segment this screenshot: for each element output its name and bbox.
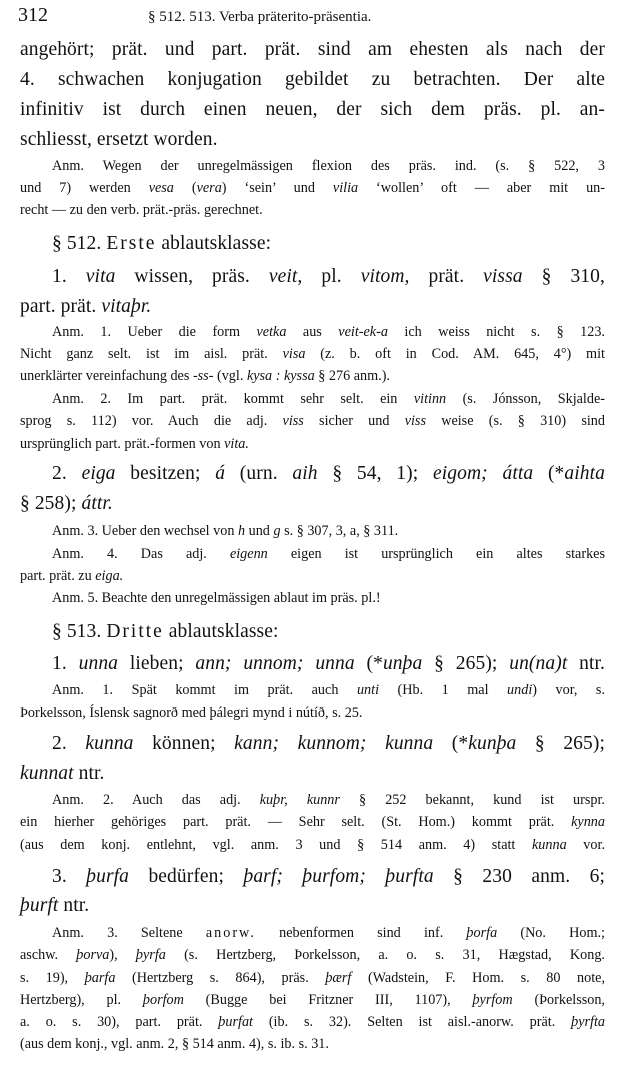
italic-term: g [273, 523, 281, 539]
italic-term: veit-ek-a [338, 324, 388, 340]
text-run: aus [286, 324, 339, 340]
text-run: (aus dem konj. entlehnt, vgl. anm. 3 und § 514 anm. 4) statt [20, 837, 532, 853]
text-line-a1a [52, 324, 605, 341]
italic-term: undi [507, 682, 533, 698]
text-run: (No. Hom.; [497, 925, 605, 941]
text-run: § 265); [422, 653, 510, 674]
italic-term: eigenn [229, 546, 268, 562]
italic-term: viss [282, 413, 304, 429]
text-line-b3f [20, 1036, 605, 1053]
text-run: Anm. 3. Ueber den wechsel von [52, 523, 238, 539]
text-run: sicher und [303, 413, 405, 429]
italic-term: á [215, 463, 226, 484]
text-run: Anm. 3. Seltene [52, 925, 206, 941]
text-run: ) ‘sein’ und [221, 180, 333, 196]
italic-term: vitinn [413, 391, 447, 407]
text-line-a0c [20, 202, 605, 219]
text-run: Nicht ganz selt. ist im aisl. prät. [20, 346, 283, 362]
italic-term: þorva [76, 947, 110, 963]
italic-term: vera [196, 180, 222, 196]
italic-term: vita. [224, 436, 249, 452]
italic-term: vesa [148, 180, 174, 196]
italic-term: þurfat [218, 1014, 253, 1030]
text-run: ‘wollen’ oft — aber mit un- [358, 180, 605, 196]
italic-term: þorfa [466, 925, 498, 941]
italic-term: áttr. [81, 493, 113, 514]
text-line-b2c [20, 837, 605, 854]
text-run: § 258); [20, 493, 82, 514]
italic-term: kunna [385, 733, 434, 754]
text-line-b1a [52, 682, 605, 699]
text-line-t1 [52, 653, 605, 675]
text-run: Anm. 1. Ueber die form [52, 324, 257, 340]
text-run [367, 733, 386, 754]
text-line-t2a [52, 733, 605, 755]
text-run [366, 866, 385, 887]
text-line-a5 [52, 590, 605, 607]
text-run: weise (s. § 310) sind [425, 413, 605, 429]
text-line-b3c [20, 970, 605, 987]
text-line-a4a [52, 546, 605, 563]
text-run: (s. Jónsson, Skjalde- [446, 391, 605, 407]
text-run: eigen ist ursprünglich ein altes starkes [267, 546, 605, 562]
text-run: § 513. [52, 621, 107, 642]
text-run: (* [533, 463, 565, 484]
text-run: (Bugge bei Fritzner III, 1107), [183, 992, 473, 1008]
text-line-b1b [20, 705, 605, 722]
italic-term: unna [78, 653, 119, 674]
text-run: (s. Hertzberg, Þorkelsson, a. o. s. 31, Hægstad, Kong. [165, 947, 605, 963]
text-run: s. 19), [20, 970, 85, 986]
text-run: (* [433, 733, 469, 754]
text-run: (vgl. [213, 368, 247, 384]
italic-term: þorfom [142, 992, 184, 1008]
italic-term: vitom, [360, 266, 410, 287]
text-line-a3 [52, 523, 605, 540]
text-run: Anm. Wegen der unregelmässigen flexion des präs. ind. (s. § 522, 3 [52, 158, 605, 174]
text-run [279, 733, 298, 754]
text-run: § 265); [516, 733, 605, 754]
text-run: 4. schwachen konjugation gebildet zu betrachten. Der alte [20, 69, 605, 90]
text-run: s. § 307, 3, a, § 311. [280, 523, 399, 539]
text-run: Anm. 2. Im part. prät. kommt sehr selt. ein [52, 391, 414, 407]
text-line-b2b [20, 814, 605, 831]
text-line-a1b [20, 346, 605, 363]
italic-term: unþa [382, 653, 423, 674]
text-line-a2c [20, 436, 605, 453]
italic-term: kuþr, kunnr [259, 792, 340, 808]
text-run: unerklärter vereinfachung des [20, 368, 193, 384]
text-run: (urn. [225, 463, 293, 484]
text-run: ablautsklasse: [156, 233, 272, 254]
text-run: § 512. [52, 233, 107, 254]
text-run: 1. [52, 266, 86, 287]
text-run: bedürfen; [129, 866, 244, 887]
text-run: ), [109, 947, 136, 963]
italic-term: vitaþr. [101, 296, 152, 317]
text-run: besitzen; [115, 463, 216, 484]
text-run: anorw. [205, 925, 256, 941]
italic-term: aihta [564, 463, 605, 484]
text-line-p3 [20, 99, 605, 121]
italic-term: h [237, 523, 246, 539]
text-run: Erste [106, 233, 157, 254]
text-line-s1a [52, 266, 605, 288]
text-line-p4 [20, 129, 605, 151]
text-run: Anm. 5. Beachte den unregelmässigen ablaut im präs. pl.! [52, 590, 381, 606]
text-run: schliesst, ersetzt worden. [20, 129, 218, 150]
text-run: wissen, präs. [115, 266, 269, 287]
text-run: (Hb. 1 mal [379, 682, 508, 698]
italic-term: þurfa [86, 866, 130, 887]
text-run: aschw. [20, 947, 77, 963]
text-run: Dritte [106, 621, 164, 642]
italic-term: eiga [81, 463, 116, 484]
text-line-a0b [20, 180, 605, 197]
text-line-t3b [20, 895, 605, 917]
text-run: 2. [52, 733, 86, 754]
text-run: lieben; [118, 653, 196, 674]
text-run: 3. [52, 866, 87, 887]
italic-term: unna [315, 653, 355, 674]
italic-term: þærf [325, 970, 352, 986]
text-run: ntr. [58, 895, 90, 916]
italic-term: þyrfta [571, 1014, 605, 1030]
italic-term: -ss- [192, 368, 214, 384]
text-run: recht — zu den verb. prät.-präs. gerechnet. [20, 202, 263, 218]
text-run: § 230 anm. 6; [433, 866, 605, 887]
italic-term: þurfta [385, 866, 434, 887]
italic-term: kunna [85, 733, 134, 754]
italic-term: kann; [234, 733, 280, 754]
text-run: 1. [52, 653, 79, 674]
text-run: part. prät. zu [20, 568, 96, 584]
text-line-b2a [52, 792, 605, 809]
text-run: ) vor, s. [532, 682, 605, 698]
italic-term: þarfa [84, 970, 116, 986]
text-line-a4b [20, 568, 605, 585]
italic-term: þarf; [243, 866, 283, 887]
text-run: und [245, 523, 274, 539]
text-run: nebenformen sind inf. [255, 925, 467, 941]
text-line-p2 [20, 69, 605, 91]
italic-term: kysa : kyssa [246, 368, 315, 384]
italic-term: þurfom; [302, 866, 366, 887]
text-run: (aus dem konj., vgl. anm. 2, § 514 anm. 4), s. ib. s. 31. [20, 1036, 329, 1052]
text-run: pl. [302, 266, 361, 287]
text-run: ursprünglich part. prät.-formen von [20, 436, 225, 452]
italic-term: eigom; [433, 463, 488, 484]
text-run: § 54, 1); [317, 463, 433, 484]
text-line-a0a [52, 158, 605, 175]
text-run [232, 653, 244, 674]
italic-term: átta [502, 463, 534, 484]
text-run: Anm. 1. Spät kommt im prät. auch [52, 682, 357, 698]
text-line-h512 [52, 233, 605, 255]
italic-term: unnom; [243, 653, 304, 674]
italic-term: viss [404, 413, 426, 429]
italic-term: veit, [268, 266, 303, 287]
text-run: können; [133, 733, 235, 754]
text-line-b3e [20, 1014, 605, 1031]
text-run: (Wadstein, F. Hom. s. 80 note, [351, 970, 605, 986]
text-run: und 7) werden [20, 180, 149, 196]
italic-term: kunþa [468, 733, 517, 754]
text-run: § 276 anm.). [314, 368, 390, 384]
text-line-t2b [20, 763, 605, 785]
text-run: prät. [409, 266, 484, 287]
italic-term: þyrfa [135, 947, 166, 963]
italic-term: visa [282, 346, 306, 362]
text-line-b3b [20, 947, 605, 964]
text-run: § 252 bekannt, kund ist urspr. [339, 792, 605, 808]
running-title: § 512. 513. Verba präterito-präsentia. [148, 9, 372, 25]
italic-term: un(na)t [509, 653, 568, 674]
text-line-t3a [52, 866, 605, 888]
text-run: part. prät. [20, 296, 102, 317]
text-run: ntr. [567, 653, 605, 674]
italic-term: kunnom; [297, 733, 367, 754]
text-run: § 310, [522, 266, 605, 287]
text-run: (Þorkelsson, [512, 992, 605, 1008]
italic-term: ann; [195, 653, 232, 674]
text-run: (ib. s. 32). Selten ist aisl.-anorw. prät. [252, 1014, 572, 1030]
text-run: (* [354, 653, 383, 674]
italic-term: kunna [532, 837, 567, 853]
text-line-p1 [20, 39, 605, 61]
text-run: (Hertzberg s. 864), präs. [115, 970, 326, 986]
text-run: ich weiss nicht s. § 123. [387, 324, 605, 340]
text-line-s2a [52, 463, 605, 485]
italic-term: vetka [256, 324, 287, 340]
text-line-b3a [52, 925, 605, 942]
text-run [283, 866, 302, 887]
text-run: ntr. [73, 763, 105, 784]
text-line-a1c [20, 368, 605, 385]
text-line-s1b [20, 296, 605, 318]
text-run: sprog s. 112) vor. Auch die adj. [20, 413, 283, 429]
text-run [488, 463, 503, 484]
text-run: Hertzberg), pl. [20, 992, 143, 1008]
text-line-b3d [20, 992, 605, 1009]
text-line-h513 [52, 621, 605, 643]
page-number: 312 [18, 4, 48, 26]
text-run [304, 653, 316, 674]
text-line-s2b [20, 493, 605, 515]
italic-term: vilia [332, 180, 359, 196]
italic-term: kynna [571, 814, 605, 830]
italic-term: vissa [483, 266, 523, 287]
text-run: 2. [52, 463, 82, 484]
text-run: Þorkelsson, Íslensk sagnorð med þálegri mynd i nútíð, s. 25. [20, 705, 363, 721]
italic-term: þurft [20, 895, 59, 916]
italic-term: aih [292, 463, 318, 484]
italic-term: vita [85, 266, 116, 287]
italic-term: unti [356, 682, 380, 698]
text-run: Anm. 4. Das adj. [52, 546, 230, 562]
text-run: a. o. s. 30), part. prät. [20, 1014, 219, 1030]
text-line-a2a [52, 391, 605, 408]
text-run: ( [173, 180, 197, 196]
text-run: ablautsklasse: [163, 621, 279, 642]
text-run: vor. [566, 837, 605, 853]
text-line-a2b [20, 413, 605, 430]
text-run: angehört; prät. und part. prät. sind am ehesten als nach der [20, 39, 605, 60]
text-run: Anm. 2. Auch das adj. [52, 792, 260, 808]
text-run: (z. b. oft in Cod. AM. 645, 4°) mit [305, 346, 605, 362]
text-run: ein hierher gehöriges part. prät. — Sehr selt. (St. Hom.) kommt prät. [20, 814, 572, 830]
italic-term: kunnat [20, 763, 74, 784]
italic-term: þyrfom [472, 992, 513, 1008]
italic-term: eiga. [95, 568, 124, 584]
text-run: infinitiv ist durch einen neuen, der sich dem präs. pl. an- [20, 99, 605, 120]
